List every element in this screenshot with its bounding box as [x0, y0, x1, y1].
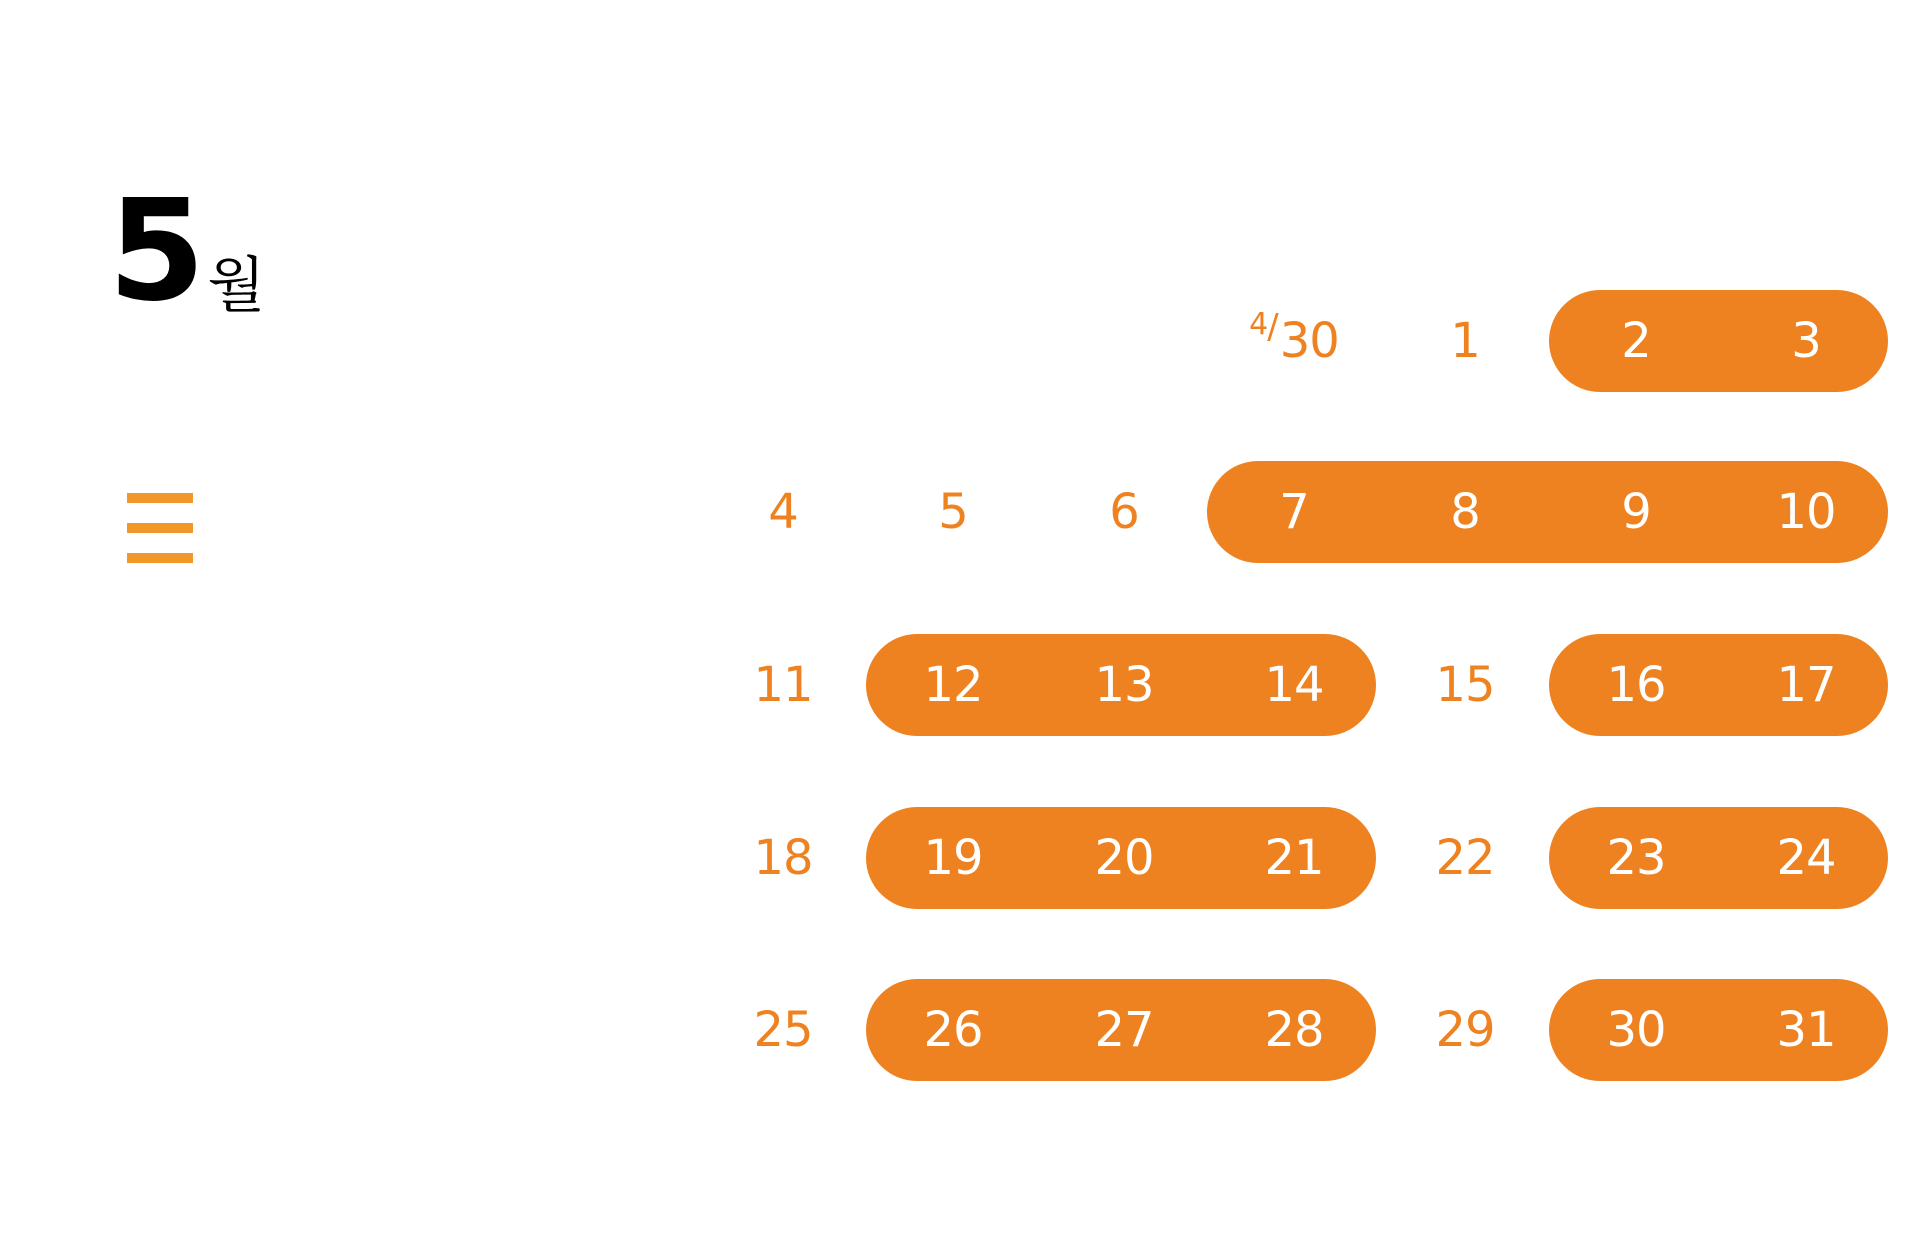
calendar-day[interactable] — [723, 828, 843, 888]
calendar-day[interactable] — [1234, 307, 1354, 371]
calendar-day[interactable] — [1234, 655, 1354, 715]
calendar-day-label: 21 — [1264, 830, 1324, 886]
calendar-day[interactable] — [1405, 311, 1525, 371]
calendar-day-label: 13 — [1094, 657, 1154, 713]
calendar-day[interactable] — [1234, 482, 1354, 542]
calendar-day-label: 30 — [1606, 1002, 1666, 1058]
calendar-day[interactable] — [1746, 1000, 1866, 1060]
date-separator: / — [1267, 307, 1278, 347]
calendar-day-label: 11 — [753, 657, 813, 713]
calendar-day[interactable] — [893, 828, 1013, 888]
calendar-day[interactable] — [1576, 482, 1696, 542]
calendar-day-label: 28 — [1264, 1002, 1324, 1058]
calendar-day-label: 15 — [1435, 657, 1495, 713]
calendar-day[interactable] — [1746, 482, 1866, 542]
calendar-day[interactable] — [893, 1000, 1013, 1060]
calendar-day-label: 7 — [1279, 484, 1309, 540]
prev-month-prefix: 4 — [1249, 307, 1268, 342]
calendar-day[interactable] — [1405, 828, 1525, 888]
calendar-day[interactable] — [1746, 655, 1866, 715]
calendar-day-label: 23 — [1606, 830, 1666, 886]
calendar-day-label: 2 — [1621, 313, 1651, 369]
calendar-day[interactable] — [1576, 828, 1696, 888]
calendar-day[interactable] — [1234, 1000, 1354, 1060]
calendar-day-label: 9 — [1621, 484, 1651, 540]
calendar-day[interactable] — [1746, 828, 1866, 888]
calendar-day-label: 5 — [938, 484, 968, 540]
month-unit-label: 월 — [207, 251, 266, 321]
calendar-day-label: 19 — [923, 830, 983, 886]
calendar-day-label: 25 — [753, 1002, 813, 1058]
calendar-day[interactable] — [1405, 1000, 1525, 1060]
calendar-day[interactable] — [1064, 828, 1184, 888]
calendar-day-label: 30 — [1279, 313, 1339, 369]
calendar-day[interactable] — [1576, 1000, 1696, 1060]
calendar-day-label: 22 — [1435, 830, 1495, 886]
calendar-day-label: 16 — [1606, 657, 1666, 713]
calendar-day[interactable] — [1405, 655, 1525, 715]
calendar-day[interactable] — [893, 655, 1013, 715]
calendar-day[interactable] — [1405, 482, 1525, 542]
calendar-day-label: 10 — [1776, 484, 1836, 540]
calendar-day-label: 4 — [768, 484, 798, 540]
calendar-day-label: 18 — [753, 830, 813, 886]
calendar-day-label: 17 — [1776, 657, 1836, 713]
calendar-day-label: 3 — [1791, 313, 1821, 369]
calendar-day-label: 12 — [923, 657, 983, 713]
calendar-day-label: 31 — [1776, 1002, 1836, 1058]
calendar-day[interactable] — [723, 655, 843, 715]
calendar-day-label: 8 — [1450, 484, 1480, 540]
calendar-day[interactable] — [723, 482, 843, 542]
month-number: 5 — [108, 170, 202, 333]
calendar-day-label: 26 — [923, 1002, 983, 1058]
calendar-day[interactable] — [1064, 655, 1184, 715]
calendar-day[interactable] — [1064, 482, 1184, 542]
calendar-day[interactable] — [893, 482, 1013, 542]
calendar-day-label: 24 — [1776, 830, 1836, 886]
calendar-day[interactable] — [1746, 311, 1866, 371]
calendar-day[interactable] — [1576, 311, 1696, 371]
calendar-day[interactable] — [1064, 1000, 1184, 1060]
calendar-day-label: 14 — [1264, 657, 1324, 713]
calendar-day-label: 6 — [1109, 484, 1139, 540]
calendar-day[interactable] — [723, 1000, 843, 1060]
calendar-day[interactable] — [1576, 655, 1696, 715]
calendar-day-label: 20 — [1094, 830, 1154, 886]
calendar-day-label: 1 — [1450, 313, 1480, 369]
calendar-day-label: 29 — [1435, 1002, 1495, 1058]
calendar-day[interactable] — [1234, 828, 1354, 888]
calendar-day-label: 27 — [1094, 1002, 1154, 1058]
